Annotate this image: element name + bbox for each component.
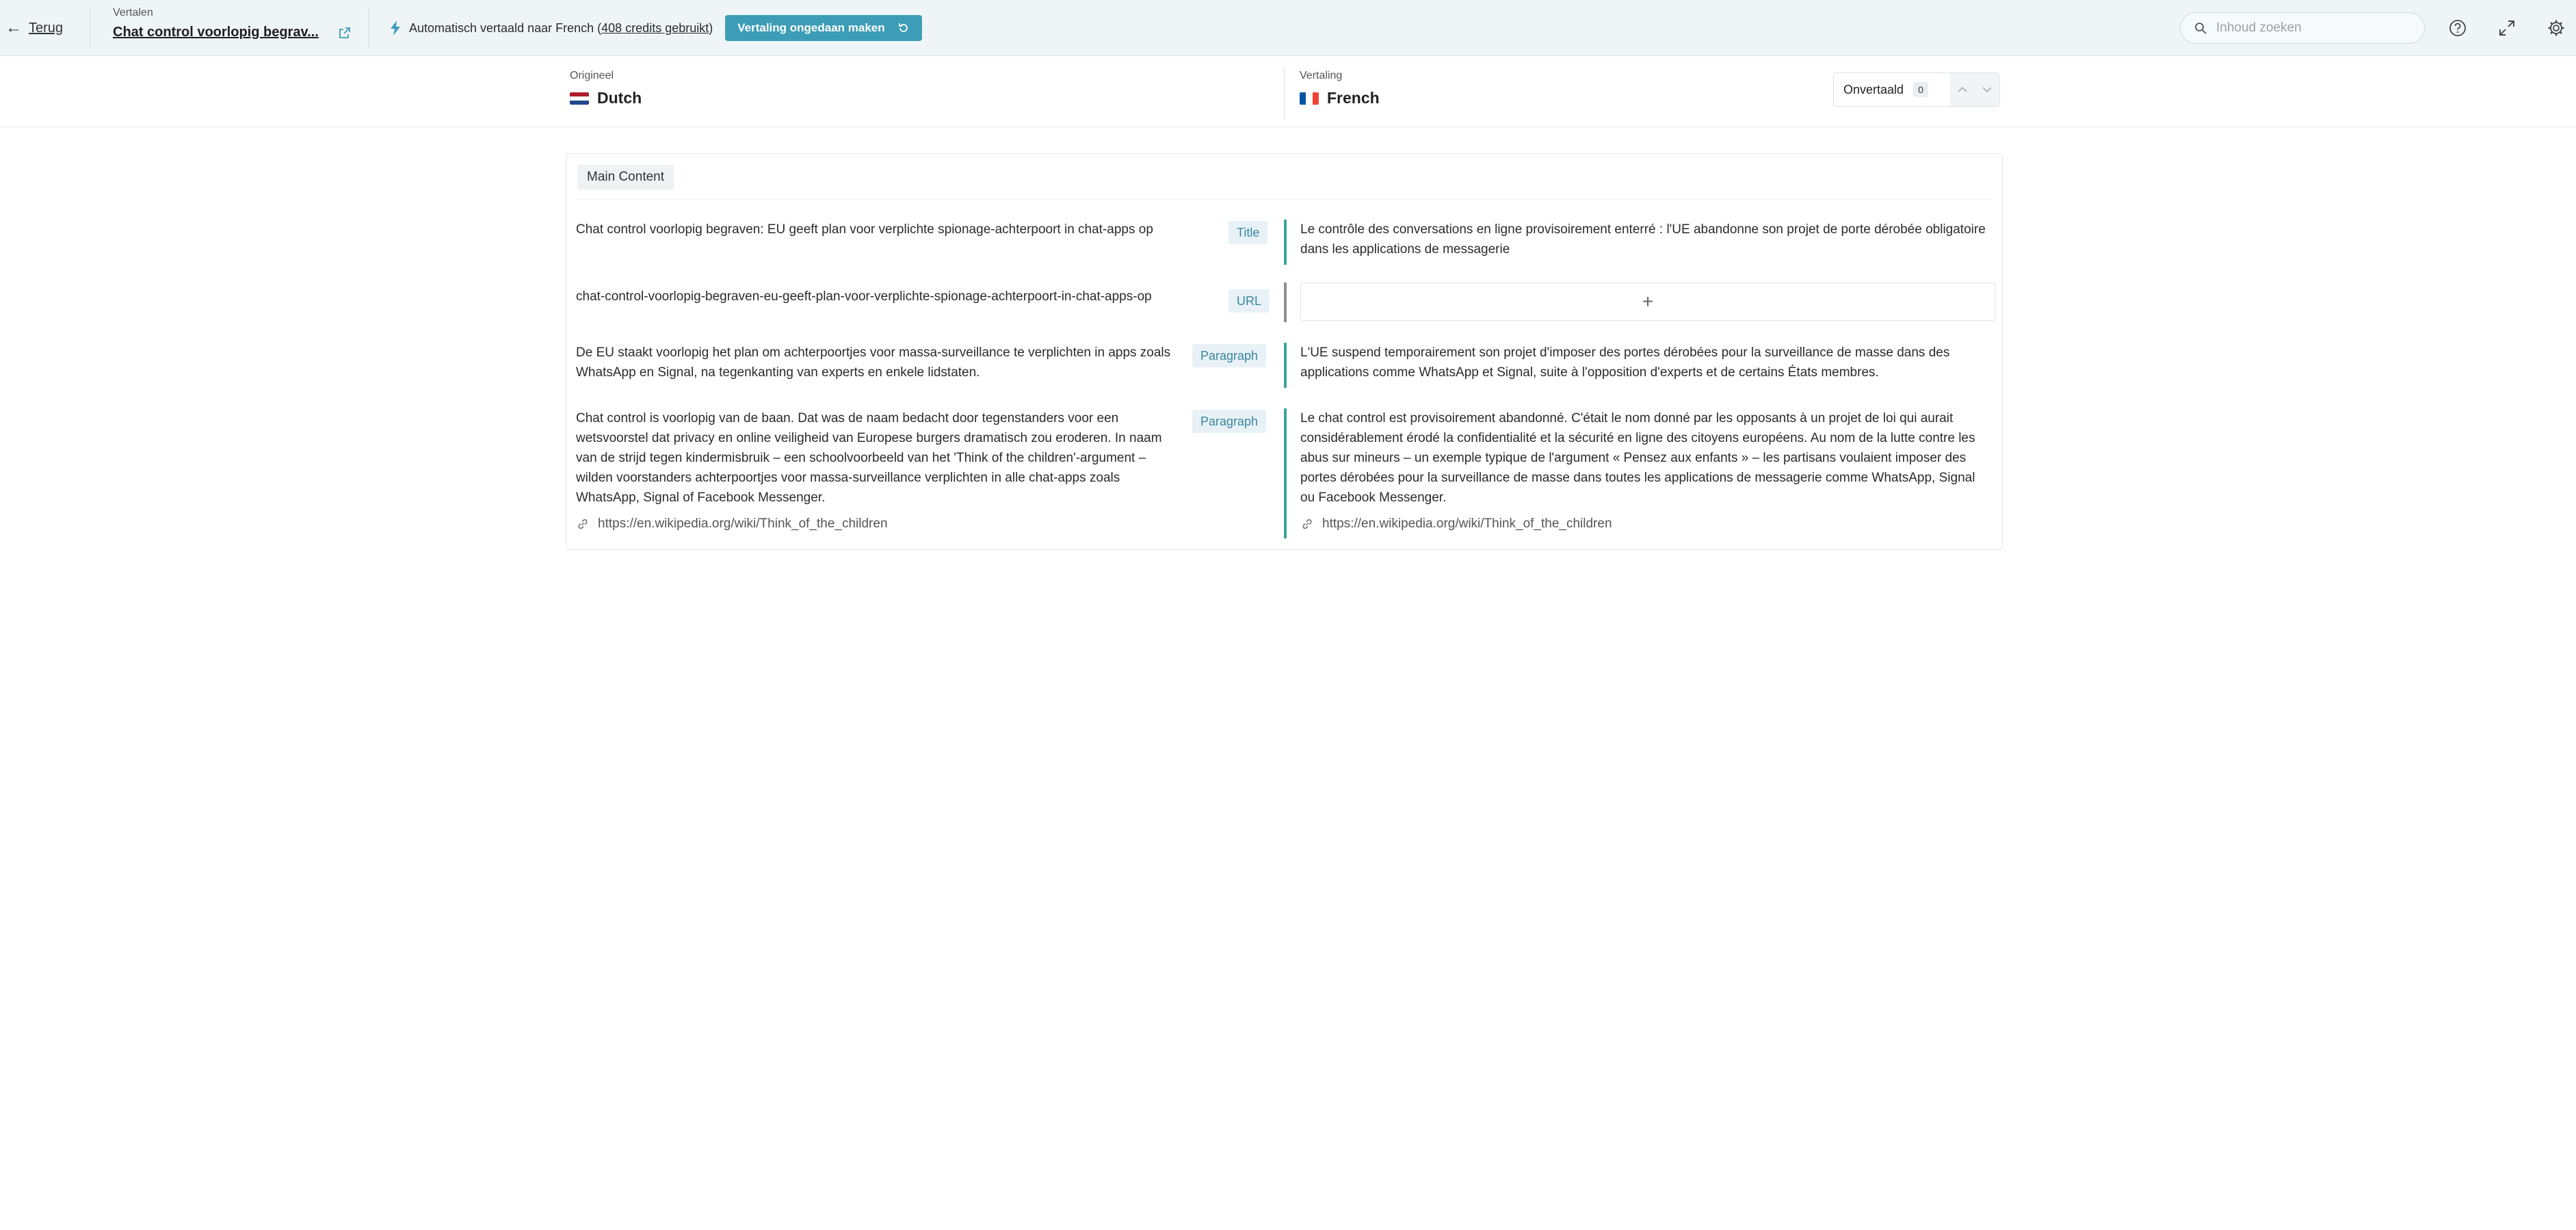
undo-translation-button[interactable] (725, 15, 921, 41)
link-icon (576, 517, 590, 531)
source-link-url: https://en.wikipedia.org/wiki/Think_of_the_children (598, 516, 888, 531)
arrow-left-icon: ← (5, 18, 22, 37)
source-text: Chat control voorlopig begraven: EU geeft plan voor verplichte spionage-achterpoort in chat-apps op (576, 222, 1153, 237)
settings-button[interactable] (2543, 15, 2569, 41)
target-link-url: https://en.wikipedia.org/wiki/Think_of_the_children (1322, 516, 1612, 531)
search-icon (2194, 22, 2207, 34)
lightning-icon (390, 21, 401, 36)
segment-row (566, 283, 2003, 337)
segment-row (566, 343, 2003, 404)
segment-type-badge: Title (1228, 221, 1267, 244)
expand-icon (2498, 19, 2516, 37)
search-input[interactable] (2216, 21, 2408, 36)
untranslated-filter[interactable] (1833, 73, 2000, 107)
translated-indicator (1284, 220, 1287, 265)
chevron-down-icon (1982, 86, 1993, 93)
undo-label: Vertaling ongedaan maken (737, 21, 885, 34)
target-text[interactable]: Le chat control est provisoirement abandonné. C'était le nom donné par les opposants à un projet de loi qui aurait considérablement érodé la confidentialité et la sécurité en ligne des citoyens européens. Au nom de la lutte contre les abus sur mineurs – un exemple typique de l'argument « Pensez aux enfants » – les partisans voulaient imposer des portes dérobées pour la surveillance de masse dans toutes les applications de messagerie comme WhatsApp, Signal ou Facebook Messenger. (1300, 411, 1975, 505)
credits-used: 408 credits gebruikt (601, 21, 709, 35)
top-bar (0, 0, 2576, 56)
add-translation-button[interactable] (1300, 283, 1995, 321)
external-link-icon[interactable] (338, 26, 352, 40)
gear-icon (2547, 18, 2566, 38)
target-language (1300, 70, 1380, 107)
source-language (570, 70, 642, 107)
plus-icon: + (1642, 291, 1654, 312)
netherlands-flag-icon (570, 92, 589, 105)
previous-untranslated-button[interactable] (1950, 73, 1975, 106)
source-text: chat-control-voorlopig-begraven-eu-geeft-plan-voor-verplichte-spionage-achterpoort-in-chat-apps-op (576, 289, 1152, 304)
divider (577, 199, 1991, 200)
next-untranslated-button[interactable] (1975, 73, 1999, 106)
target-caption: Vertaling (1300, 70, 1343, 81)
source-caption: Origineel (570, 70, 614, 81)
help-icon (2448, 18, 2467, 38)
help-button[interactable] (2445, 15, 2471, 41)
target-link[interactable] (1300, 516, 1612, 532)
back-button[interactable] (5, 18, 63, 38)
untranslated-indicator (1284, 283, 1287, 322)
segment-row (566, 408, 2003, 545)
translated-indicator (1284, 343, 1287, 388)
undo-icon (897, 22, 910, 34)
fullscreen-button[interactable] (2494, 15, 2520, 41)
chevron-up-icon (1957, 86, 1968, 93)
untranslated-label: Onvertaald (1843, 82, 1904, 96)
france-flag-icon (1300, 92, 1319, 105)
segment-type-badge: Paragraph (1192, 344, 1266, 367)
back-label: Terug (29, 20, 64, 36)
target-text[interactable]: L'UE suspend temporairement son projet d'imposer des portes dérobées pour la surveillance de masse dans des applications comme WhatsApp et Signal, suite à l'opposition d'experts et de certains États membres. (1300, 345, 1950, 380)
source-text: Chat control is voorlopig van de baan. Dat was de naam bedacht door tegenstanders voor een wetsvoorstel dat privacy en online veiligheid van Europese burgers dramatisch zou eroderen. In naam van de strijd tegen kindermisbruik – een schoolvoorbeeld van het 'Think of the children'-argument – wilden voorstanders achterpoortjes voor massa-surveillance verplichten in alle chat-apps zoals WhatsApp, Signal of Facebook Messenger. (576, 411, 1162, 505)
translation-status (390, 15, 922, 41)
translated-indicator (1284, 408, 1287, 538)
segment-type-badge: URL (1228, 289, 1270, 313)
target-language-name: French (1327, 89, 1380, 107)
breadcrumb-label: Vertalen (113, 7, 153, 18)
target-text[interactable]: Le contrôle des conversations en ligne provisoirement enterré : l'UE abandonne son projet de porte dérobée obligatoire dans les applications de messagerie (1300, 222, 1986, 257)
segment-type-badge: Paragraph (1192, 410, 1266, 433)
section-label: Main Content (577, 165, 674, 189)
link-icon (1300, 517, 1314, 531)
status-text: Automatisch vertaald naar French (408 credits gebruikt) (409, 21, 713, 35)
document-title-link[interactable]: Chat control voorlopig begrav... (113, 25, 319, 40)
search-box (2180, 12, 2425, 44)
divider (1284, 67, 1285, 120)
breadcrumb (113, 7, 352, 40)
source-link[interactable] (576, 516, 888, 532)
source-language-name: Dutch (597, 89, 642, 107)
untranslated-count: 0 (1913, 82, 1928, 97)
segment-row (566, 220, 2003, 285)
source-text: De EU staakt voorlopig het plan om achterpoortjes voor massa-surveillance te verplichten in apps zoals WhatsApp en Signal, na tegenkanting van experts en enkele lidstaten. (576, 345, 1171, 380)
language-header (0, 56, 2576, 127)
content-card (566, 153, 2003, 550)
